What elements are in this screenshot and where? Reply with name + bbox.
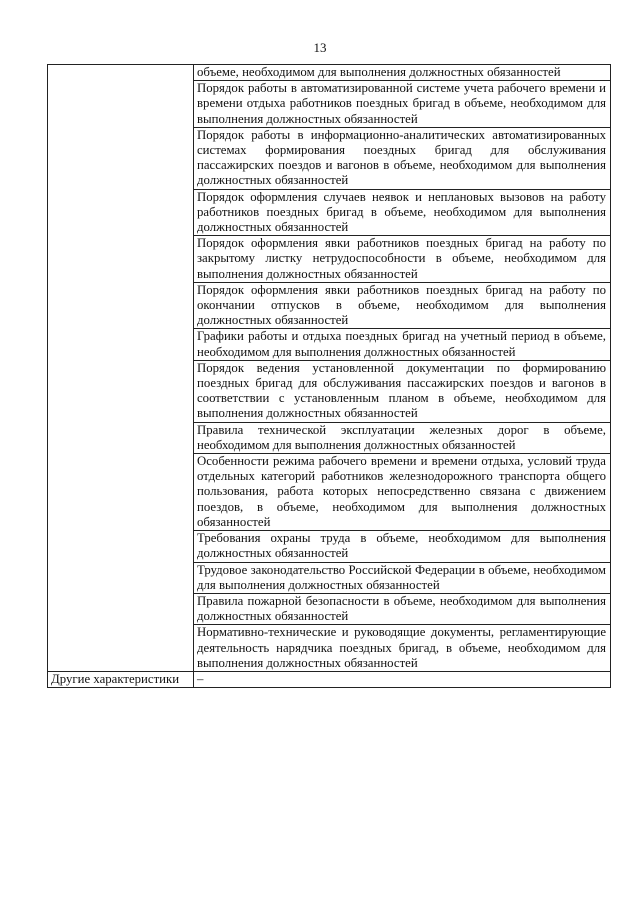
requirement-cell: Правила технической эксплуатации железных дорог в объеме, необходимом для выполнения должностных обязанностей: [194, 422, 611, 453]
requirement-cell: Графики работы и отдыха поездных бригад на учетный период в объеме, необходимом для выполнения должностных обязанностей: [194, 329, 611, 360]
requirement-cell: Порядок работы в информационно-аналитических автоматизированных системах формирования поездных бригад для обслуживания пассажирских поездов и вагонов в объеме, необходимом для выполнения должностных обязанностей: [194, 127, 611, 189]
requirements-table: [47, 64, 611, 688]
other-characteristics-label: Другие характеристики: [48, 671, 194, 687]
requirement-cell: Порядок оформления явки работников поездных бригад на работу по окончании отпусков в объеме, необходимом для выполнения должностных обязанностей: [194, 282, 611, 329]
requirement-cell: Правила пожарной безопасности в объеме, необходимом для выполнения должностных обязанностей: [194, 593, 611, 624]
requirement-cell: Порядок работы в автоматизированной системе учета рабочего времени и времени отдыха работников поездных бригад в объеме, необходимом для выполнения должностных обязанностей: [194, 81, 611, 128]
requirement-cell: Особенности режима рабочего времени и времени отдыха, условий труда отдельных категорий работников железнодорожного транспорта общего пользования, работа которых непосредственно связана с движением поездов, в объеме, необходимом для выполнения должностных обязанностей: [194, 454, 611, 531]
requirement-cell: Требования охраны труда в объеме, необходимом для выполнения должностных обязанностей: [194, 531, 611, 562]
empty-label-cell: [48, 65, 194, 672]
requirement-cell: объеме, необходимом для выполнения должностных обязанностей: [194, 65, 611, 81]
requirement-cell: Порядок ведения установленной документации по формированию поездных бригад для обслуживания пассажирских поездов и вагонов в соответствии с установленным планом в объеме, необходимом для выполнения должностных обязанностей: [194, 360, 611, 422]
requirement-cell: Трудовое законодательство Российской Федерации в объеме, необходимом для выполнения должностных обязанностей: [194, 562, 611, 593]
table-row-other: [48, 671, 611, 687]
requirement-cell: Нормативно-технические и руководящие документы, регламентирующие деятельность нарядчика поездных бригад, в объеме, необходимом для выполнения должностных обязанностей: [194, 625, 611, 672]
table-row: [48, 65, 611, 81]
other-characteristics-value: –: [194, 671, 611, 687]
requirement-cell: Порядок оформления явки работников поездных бригад на работу по закрытому листку нетрудоспособности в объеме, необходимом для выполнения должностных обязанностей: [194, 236, 611, 283]
requirement-cell: Порядок оформления случаев неявок и неплановых вызовов на работу работников поездных бригад в объеме, необходимом для выполнения должностных обязанностей: [194, 189, 611, 236]
page-number: 13: [313, 40, 327, 55]
